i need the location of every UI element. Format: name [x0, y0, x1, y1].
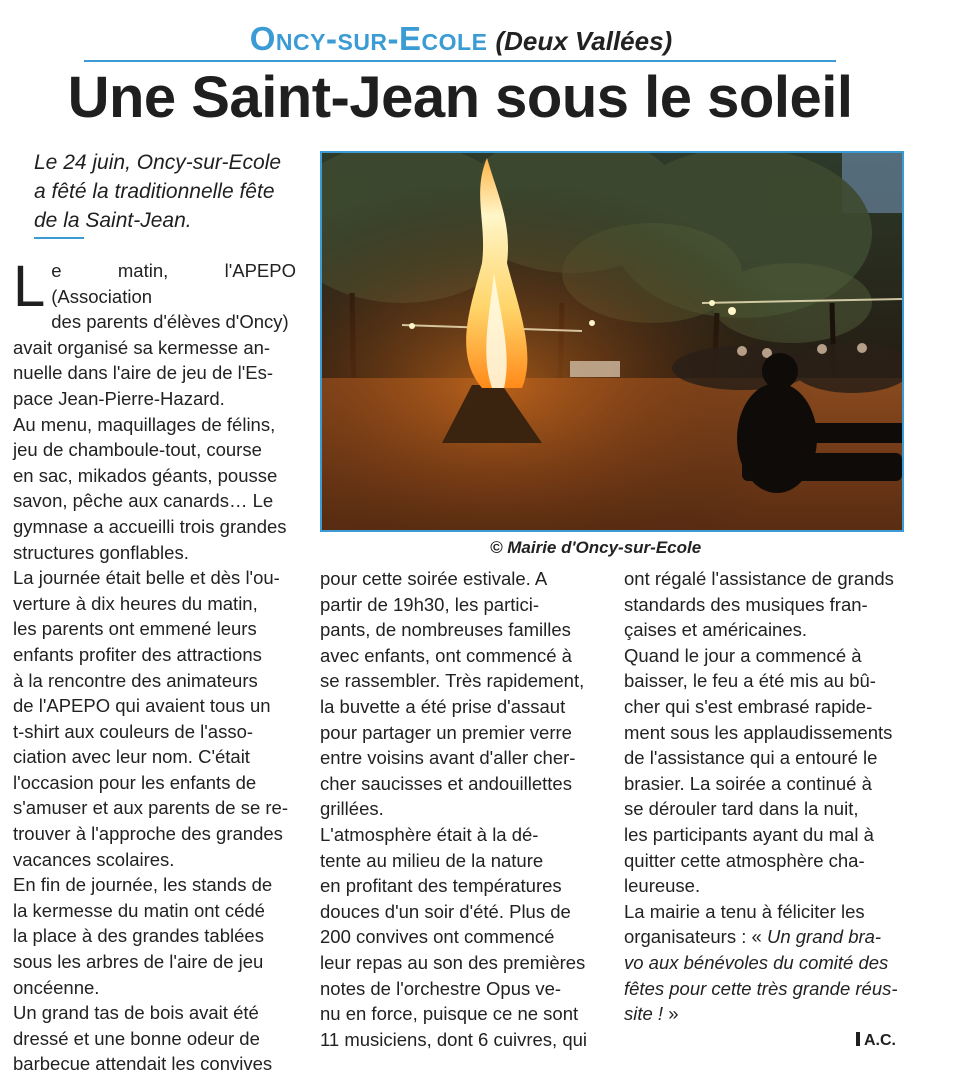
paragraph-2: Au menu, maquillages de félins, jeu de chamboule-tout, course en sac, mikados géants, pousse savon, pêche aux canards… Le gymnase a accueilli trois grandes structures gonflables. — [13, 413, 287, 563]
author-signature — [856, 1030, 896, 1052]
photo-credit: © Mairie d'Oncy-sur-Ecole — [490, 538, 702, 557]
paragraph-1 — [13, 254, 296, 412]
bonfire-photo — [320, 151, 904, 532]
article-column-1 — [13, 254, 296, 1077]
signature-text: A.C. — [864, 1032, 896, 1049]
article-intro: Le 24 juin, Oncy-sur-Ecole a fêté la traditionnelle fête de la Saint-Jean. — [34, 151, 282, 232]
kicker-rule — [84, 60, 836, 62]
paragraph-10 — [624, 899, 907, 1027]
paragraph-8: ont régalé l'assistance de grands standards des musiques fran- çaises et américaines. — [624, 568, 894, 641]
paragraph-3: La journée était belle et dès l'ou- verture à dix heures du matin, les parents ont emmené leurs enfants profiter des attractions à la rencontre des animateurs de l'APEPO qui avaient tous un t-shirt aux couleurs de l'asso- ciation avec leur nom. C'était l'occasion pour les enfants de s'amuser et aux parents de se re- trouver à l'approche des grandes vacances scolaires. — [13, 567, 288, 870]
mayor-quote: Un grand bra- vo aux bénévoles du comité des fêtes pour cette très grande réus- site ! — [624, 926, 898, 1025]
article-column-3 — [624, 566, 907, 1027]
section-kicker — [86, 14, 836, 71]
paragraph-10-end: » — [663, 1003, 679, 1025]
paragraph-4: En fin de journée, les stands de la kermesse du matin ont cédé la place à des grandes tablées sous les arbres de l'aire de jeu oncéenne. — [13, 874, 273, 998]
paragraph-9: Quand le jour a commencé à baisser, le feu a été mis au bû- cher qui s'est embrasé rapide- ment sous les applaudissements de l'assistance qui a entouré le brasier. La soirée a continué à se dérouler tard dans la nuit, les participants ayant du mal à quitter cette atmosphère cha- leureuse. — [624, 644, 893, 897]
paragraph-7: L'atmosphère était à la dé- tente au milieu de la nature en profitant des températures douces d'un soir d'été. Plus de 200 convives ont commencé leur repas au son des premières notes de l'orchestre Opus ve- nu en force, puisque ce ne sont 11 musiciens, dont 6 cuivres, qui — [320, 823, 588, 1050]
signature-marker — [856, 1032, 860, 1046]
kicker-town: Oncy-sur-Ecole — [249, 20, 488, 57]
paragraph-10-start: La mairie a tenu à féliciter les organisateurs : « — [624, 900, 865, 948]
kicker-area: (Deux Vallées) — [495, 26, 673, 56]
intro-rule — [34, 237, 84, 239]
bonfire-photo-image — [322, 153, 902, 530]
drop-cap: L — [13, 254, 46, 319]
article-headline: Une Saint-Jean sous le soleil — [67, 65, 853, 130]
paragraph-6: pour cette soirée estivale. A partir de 19h30, les partici- pants, de nombreuses familles avec enfants, ont commencé à se rassembler. Très rapidement, la buvette a été prise d'assaut pour partager un premier verre entre voisins avant d'aller cher- cher saucisses et andouillettes grillées. — [320, 568, 585, 820]
paragraph-1-text: e matin, l'APEPO (Association des parents d'élèves d'Oncy) avait organisé sa kermesse an- nuelle dans l'aire de jeu de l'Es- pace Jean-Pierre-Hazard. — [13, 260, 296, 409]
article-column-2 — [320, 566, 603, 1052]
paragraph-5: Un grand tas de bois avait été dressé et une bonne odeur de barbecue attendait les convives — [13, 1002, 273, 1075]
